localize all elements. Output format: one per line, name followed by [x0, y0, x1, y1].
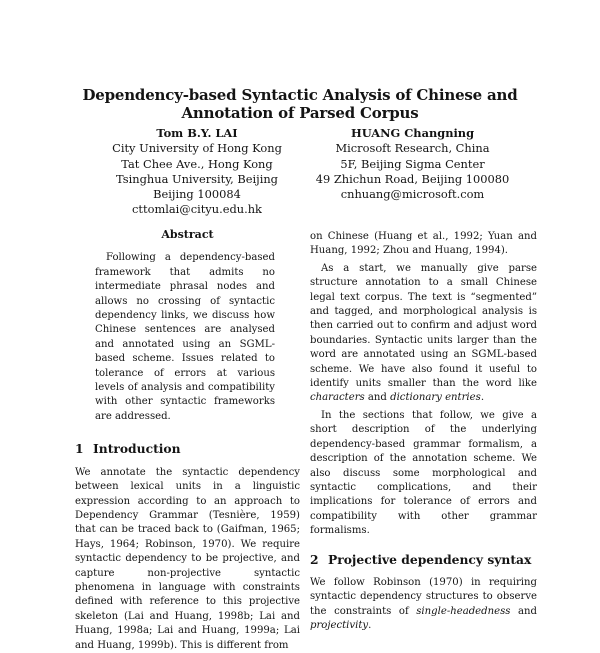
- author-block-huang: [295, 126, 530, 202]
- section-1-heading: [75, 442, 300, 456]
- right-column: [310, 230, 537, 634]
- author-affiliation: Microsoft Research, China: [335, 141, 490, 156]
- abstract-heading: Abstract: [161, 228, 214, 241]
- abstract-text: Following a dependency-based framework that admits no intermediate phrasal nodes and allows no crossing of syntactic dependency links, we discuss how Chinese sentences are analysed and annotated using an SGML-based scheme. Issues related to tolerance of errors at various levels of analysis and compatibility with other syntactic frameworks are addressed.: [95, 252, 275, 422]
- introduction-paragraph: We annotate the syntactic dependency between lexical units in a linguistic expression according to an approach to Dependency Grammar (Tesnière, 1959) that can be traced back to (Gaifman, 1965; Hays, 1964; Robinson, 1970). We require syntactic dependency to be projective, and capture non-projective syntactic phenomena in language with constraints defined with reference to this projective skeleton (Lai and Huang, 1998b; Lai and Huang, 1998a; Lai and Huang, 1999a; Lai and Huang, 1999b). This is different from: [75, 466, 300, 651]
- projective-paragraph: We follow Robinson (1970) in requiring syntactic dependency structures to observe the constraints of single-headedness and projectivity.: [310, 576, 537, 632]
- corpus-paragraph: As a start, we manually give parse structure annotation to a small Chinese legal text corpus. The text is “segmented” and tagged, and morphological analysis is then carried out to confirm and adjust word boundaries. Syntactic units larger than the word are annotated using an SGML-based scheme. We have also found it useful to identify units smaller than the word like characters and dictionary entries.: [310, 262, 537, 404]
- author-name: Tom B.Y. LAI: [156, 126, 238, 140]
- outline-paragraph: In the sections that follow, we give a short description of the underlying dependency-based grammar formalism, a description of the annotation scheme. We also discuss some morphological and syntactic complications, and their implications for tolerance of errors and compatibility with other grammar formalisms.: [310, 409, 537, 537]
- author-affiliation: City University of Hong Kong: [112, 141, 282, 156]
- section-number: 1: [75, 441, 84, 457]
- term-dictionary-entries: dictionary entries: [390, 392, 481, 404]
- author-address: 5F, Beijing Sigma Center: [340, 156, 485, 171]
- author-affiliation: Tsinghua University, Beijing: [116, 171, 278, 186]
- term-projectivity: projectivity: [310, 620, 369, 632]
- continued-paragraph: on Chinese (Huang et al., 1992; Yuan and Huang, 1992; Zhou and Huang, 1994).: [310, 231, 537, 257]
- left-column: [75, 228, 300, 653]
- section-2-heading: [310, 553, 537, 567]
- section-title: Introduction: [93, 441, 181, 457]
- author-email: cnhuang@microsoft.com: [340, 187, 485, 202]
- author-email: cttomlai@cityu.edu.hk: [132, 202, 262, 217]
- author-name: HUANG Changning: [350, 126, 475, 140]
- title-line-2: Annotation of Parsed Corpus: [181, 104, 419, 122]
- term-characters: characters: [310, 392, 365, 404]
- author-block-lai: [92, 126, 302, 218]
- term-single-headedness: single-headedness: [416, 605, 511, 617]
- section-title: Projective dependency syntax: [328, 551, 532, 567]
- title-line-1: Dependency-based Syntactic Analysis of Chinese and: [82, 86, 518, 104]
- author-postcode: Beijing 100084: [153, 187, 241, 202]
- author-address: 49 Zhichun Road, Beijing 100080: [315, 171, 510, 186]
- paper-title: [60, 86, 540, 122]
- section-number: 2: [310, 551, 319, 567]
- author-address: Tat Chee Ave., Hong Kong: [121, 156, 273, 171]
